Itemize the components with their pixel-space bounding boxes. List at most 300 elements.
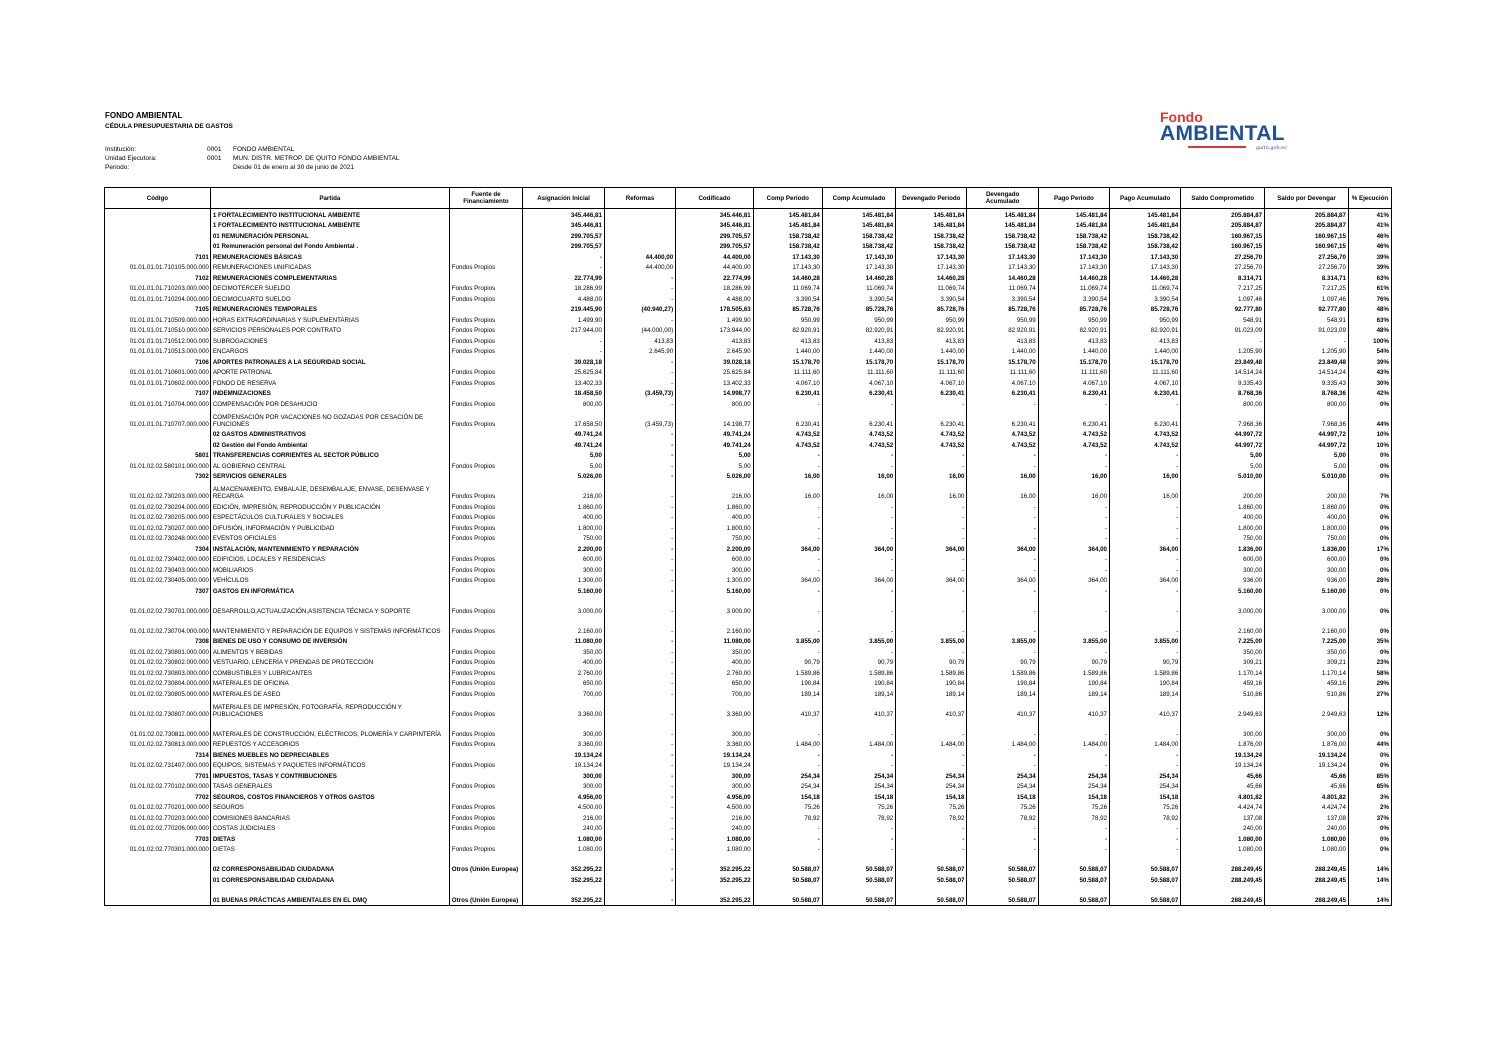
- cell-amount: 205.884,87: [1265, 220, 1349, 231]
- cell-amount: 14.998,77: [676, 388, 754, 399]
- cell-amount: 158.738,42: [967, 241, 1038, 252]
- cell-amount: 299.705,57: [676, 241, 754, 252]
- cell-amount: 158.738,42: [967, 230, 1038, 241]
- cell-amount: 2.760,00: [523, 667, 605, 678]
- cell-amount: 288.249,45: [1265, 854, 1349, 874]
- cell-percent: 0%: [1348, 585, 1391, 596]
- cell-amount: -: [822, 760, 895, 771]
- cell-amount: 950,99: [967, 314, 1038, 325]
- cell-partida: MATERIALES DE OFICINA: [210, 678, 449, 689]
- cell-amount: -: [896, 398, 967, 409]
- cell-fuente: [449, 209, 522, 220]
- cell-amount: 85.728,76: [896, 304, 967, 315]
- cell-amount: 3.390,54: [896, 293, 967, 304]
- cell-amount: -: [604, 471, 675, 482]
- cell-amount: -: [1038, 585, 1109, 596]
- cell-partida: COSTAS JUDICIALES: [210, 823, 449, 834]
- cell-partida: HORAS EXTRAORDINARIAS Y SUPLEMENTARIAS: [210, 314, 449, 325]
- cell-amount: 217.944,00: [523, 325, 605, 336]
- cell-amount: 350,00: [1265, 646, 1349, 657]
- cell-amount: -: [1110, 398, 1181, 409]
- cell-fuente: Fondos Propios: [449, 501, 522, 512]
- cell-amount: 189,14: [822, 688, 895, 699]
- cell-amount: -: [822, 823, 895, 834]
- cell-partida: INSTALACIÓN, MANTENIMIENTO Y REPARACIÓN: [210, 543, 449, 554]
- cell-amount: 189,14: [967, 688, 1038, 699]
- cell-amount: -: [604, 293, 675, 304]
- cell-amount: 145.481,84: [822, 209, 895, 220]
- cell-amount: -: [822, 398, 895, 409]
- cell-partida: DIETAS: [210, 833, 449, 844]
- cell-amount: 11.080,00: [676, 636, 754, 647]
- cell-amount: 3.360,00: [523, 739, 605, 750]
- cell-amount: 11.069,74: [1110, 283, 1181, 294]
- cell-amount: 1.800,00: [676, 522, 754, 533]
- cell-amount: 16,00: [967, 481, 1038, 501]
- cell-amount: 300,00: [1265, 719, 1349, 739]
- cell-percent: 37%: [1348, 812, 1391, 823]
- cell-amount: 364,00: [1038, 575, 1109, 586]
- cell-percent: 23%: [1348, 657, 1391, 668]
- cell-amount: 137,08: [1265, 812, 1349, 823]
- cell-amount: 78,92: [1038, 812, 1109, 823]
- table-row: [105, 833, 1392, 844]
- cell-fuente: [449, 220, 522, 231]
- cell-amount: 145.481,84: [1038, 209, 1109, 220]
- cell-partida: EDIFICIOS, LOCALES Y RESIDENCIAS: [210, 554, 449, 565]
- cell-amount: 45,66: [1265, 770, 1349, 781]
- cell-amount: 2.760,00: [676, 667, 754, 678]
- cell-amount: 364,00: [753, 543, 822, 554]
- cell-amount: 17.143,30: [896, 262, 967, 273]
- cell-fuente: [449, 874, 522, 885]
- cell-amount: 750,00: [1181, 533, 1265, 544]
- column-header: Reformas: [604, 188, 675, 209]
- cell-amount: 14.460,28: [967, 272, 1038, 283]
- cell-amount: 1.800,00: [523, 522, 605, 533]
- cell-amount: 600,00: [1265, 554, 1349, 565]
- cell-fuente: Fondos Propios: [449, 460, 522, 471]
- cell-amount: 15.178,70: [896, 356, 967, 367]
- cell-percent: 39%: [1348, 356, 1391, 367]
- cell-amount: -: [753, 450, 822, 461]
- cell-amount: 13.402,33: [676, 377, 754, 388]
- cell-amount: -: [523, 335, 605, 346]
- cell-amount: -: [604, 575, 675, 586]
- cell-amount: 25.625,84: [676, 367, 754, 378]
- cell-amount: -: [1110, 512, 1181, 523]
- cell-code: 01.01.01.01.710204.000.000: [105, 293, 211, 304]
- table-row: [105, 398, 1392, 409]
- cell-code: 7304: [105, 543, 211, 554]
- cell-code: 01.01.02.02.730403.000.000: [105, 564, 211, 575]
- budget-table: [104, 187, 1392, 906]
- cell-amount: 1.589,86: [822, 667, 895, 678]
- cell-amount: 16,00: [1110, 481, 1181, 501]
- cell-amount: 85.728,76: [1110, 304, 1181, 315]
- cell-amount: 82.920,91: [896, 325, 967, 336]
- cell-amount: 1.440,00: [822, 346, 895, 357]
- cell-partida: TRANSFERENCIAS CORRIENTES AL SECTOR PÚBLICO: [210, 450, 449, 461]
- cell-fuente: [449, 230, 522, 241]
- cell-amount: 189,14: [753, 688, 822, 699]
- cell-amount: -: [604, 636, 675, 647]
- cell-amount: 15.178,70: [1110, 356, 1181, 367]
- cell-amount: -: [1038, 564, 1109, 575]
- cell-amount: 75,26: [753, 802, 822, 813]
- cell-amount: -: [1110, 823, 1181, 834]
- cell-percent: 0%: [1348, 460, 1391, 471]
- cell-partida: ENCARGOS: [210, 346, 449, 357]
- cell-amount: 17.658,50: [523, 409, 605, 429]
- column-header: Asignación Inicial: [523, 188, 605, 209]
- cell-amount: 300,00: [676, 781, 754, 792]
- cell-amount: -: [1110, 585, 1181, 596]
- metadata-value: FONDO AMBIENTAL: [233, 146, 295, 153]
- cell-amount: 254,34: [967, 770, 1038, 781]
- cell-amount: 189,14: [1110, 688, 1181, 699]
- cell-amount: 11.080,00: [523, 636, 605, 647]
- cell-partida: ALIMENTOS Y BEBIDAS: [210, 646, 449, 657]
- cell-amount: 1.080,00: [1265, 844, 1349, 855]
- cell-amount: 254,34: [1110, 781, 1181, 792]
- cell-code: 01.01.02.02.770102.000.000: [105, 781, 211, 792]
- table-row: [105, 667, 1392, 678]
- cell-code: [105, 209, 211, 220]
- cell-amount: -: [1110, 844, 1181, 855]
- cell-amount: 300,00: [676, 564, 754, 575]
- cell-code: 01.01.01.01.710203.000.000: [105, 283, 211, 294]
- cell-amount: -: [1110, 533, 1181, 544]
- cell-amount: 4.801,82: [1181, 791, 1265, 802]
- cell-code: 01.01.02.02.770203.000.000: [105, 812, 211, 823]
- cell-amount: -: [896, 760, 967, 771]
- cell-percent: 17%: [1348, 543, 1391, 554]
- cell-code: 01.01.02.02.730813.000.000: [105, 739, 211, 750]
- cell-percent: 0%: [1348, 823, 1391, 834]
- cell-code: 01.01.01.01.710601.000.000: [105, 367, 211, 378]
- column-header: % Ejecución: [1348, 188, 1391, 209]
- cell-amount: 3.390,54: [967, 293, 1038, 304]
- metadata-value: Desde 01 de enero al 30 de junio de 2021: [233, 164, 355, 171]
- report-metadata: [105, 145, 400, 172]
- cell-fuente: Fondos Propios: [449, 481, 522, 501]
- cell-amount: 1.097,46: [1265, 293, 1349, 304]
- cell-amount: 3.000,00: [676, 596, 754, 616]
- logo-line-1: Fondo: [1160, 109, 1203, 125]
- cell-amount: -: [822, 460, 895, 471]
- cell-amount: 288.249,45: [1265, 874, 1349, 885]
- cell-amount: 413,83: [1110, 335, 1181, 346]
- cell-amount: -: [1038, 833, 1109, 844]
- cell-percent: 48%: [1348, 325, 1391, 336]
- cell-amount: 7.217,25: [1265, 283, 1349, 294]
- table-header-row: [105, 188, 1392, 209]
- cell-amount: 11.111,60: [822, 367, 895, 378]
- cell-partida: 02 Gestión del Fondo Ambiental: [210, 439, 449, 450]
- cell-amount: -: [1110, 596, 1181, 616]
- cell-amount: 92.777,80: [1181, 304, 1265, 315]
- cell-amount: 1.440,00: [753, 346, 822, 357]
- cell-amount: 1.499,90: [676, 314, 754, 325]
- cell-amount: 19.134,24: [523, 749, 605, 760]
- cell-amount: 364,00: [1110, 543, 1181, 554]
- cell-amount: 350,00: [676, 646, 754, 657]
- cell-amount: 78,92: [753, 812, 822, 823]
- cell-amount: 254,34: [1038, 781, 1109, 792]
- cell-amount: 90,79: [1038, 657, 1109, 668]
- cell-amount: 352.295,22: [523, 874, 605, 885]
- cell-amount: -: [967, 522, 1038, 533]
- cell-amount: -: [604, 699, 675, 719]
- cell-amount: 11.069,74: [967, 283, 1038, 294]
- cell-fuente: Fondos Propios: [449, 739, 522, 750]
- metadata-value: MUN. DISTR. METROP. DE QUITO FONDO AMBIENTAL: [233, 155, 400, 162]
- cell-amount: 300,00: [523, 719, 605, 739]
- table-row: [105, 377, 1392, 388]
- cell-fuente: Fondos Propios: [449, 367, 522, 378]
- cell-amount: 5,00: [1181, 460, 1265, 471]
- table-row: [105, 304, 1392, 315]
- cell-fuente: Fondos Propios: [449, 335, 522, 346]
- cell-amount: -: [1181, 335, 1265, 346]
- cell-amount: 17.143,30: [896, 251, 967, 262]
- cell-amount: -: [1110, 749, 1181, 760]
- cell-amount: -: [1110, 564, 1181, 575]
- cell-fuente: Fondos Propios: [449, 699, 522, 719]
- cell-amount: 6.230,41: [753, 409, 822, 429]
- cell-code: 01.01.01.01.710602.000.000: [105, 377, 211, 388]
- cell-amount: (3.459,73): [604, 388, 675, 399]
- cell-fuente: Fondos Propios: [449, 564, 522, 575]
- cell-amount: 3.390,54: [1038, 293, 1109, 304]
- cell-amount: -: [604, 667, 675, 678]
- cell-amount: -: [1110, 554, 1181, 565]
- column-header: Fuente de Financiamiento: [449, 188, 522, 209]
- cell-amount: 4.067,10: [1038, 377, 1109, 388]
- cell-code: 01.01.02.02.730801.000.000: [105, 646, 211, 657]
- cell-partida: COMBUSTIBLES Y LUBRICANTES: [210, 667, 449, 678]
- cell-amount: 6.230,41: [822, 409, 895, 429]
- table-row: [105, 823, 1392, 834]
- cell-amount: -: [967, 719, 1038, 739]
- cell-amount: -: [896, 833, 967, 844]
- cell-amount: -: [1038, 844, 1109, 855]
- cell-amount: 18.458,50: [523, 388, 605, 399]
- cell-percent: 0%: [1348, 501, 1391, 512]
- cell-amount: 345.446,81: [676, 209, 754, 220]
- cell-percent: 0%: [1348, 398, 1391, 409]
- cell-amount: 11.111,60: [896, 367, 967, 378]
- cell-amount: -: [523, 262, 605, 273]
- cell-amount: 145.481,84: [1110, 220, 1181, 231]
- cell-partida: 1 FORTALECIMIENTO INSTITUCIONAL AMBIENTE: [210, 220, 449, 231]
- cell-amount: 8.314,71: [1181, 272, 1265, 283]
- fondo-ambiental-logo: [1160, 110, 1295, 152]
- cell-amount: 5.160,00: [1181, 585, 1265, 596]
- cell-amount: 5,00: [676, 450, 754, 461]
- cell-amount: -: [604, 439, 675, 450]
- cell-amount: 78,92: [822, 812, 895, 823]
- cell-amount: -: [753, 616, 822, 636]
- cell-amount: -: [967, 512, 1038, 523]
- cell-amount: 75,26: [822, 802, 895, 813]
- cell-amount: 90,79: [896, 657, 967, 668]
- cell-amount: 3.855,00: [1110, 636, 1181, 647]
- cell-amount: 154,18: [967, 791, 1038, 802]
- cell-amount: (3.459,73): [604, 409, 675, 429]
- cell-amount: 413,83: [822, 335, 895, 346]
- cell-amount: -: [896, 501, 967, 512]
- cell-amount: 240,00: [676, 823, 754, 834]
- cell-partida: DIFUSIÓN, INFORMACIÓN Y PUBLICIDAD: [210, 522, 449, 533]
- cell-amount: 137,08: [1181, 812, 1265, 823]
- cell-amount: 510,86: [1265, 688, 1349, 699]
- cell-amount: 413,83: [967, 335, 1038, 346]
- cell-amount: 19.134,24: [1181, 749, 1265, 760]
- cell-amount: 800,00: [1181, 398, 1265, 409]
- cell-amount: 4.743,52: [967, 429, 1038, 440]
- cell-amount: 158.738,42: [822, 241, 895, 252]
- cell-amount: 300,00: [1181, 564, 1265, 575]
- cell-amount: 75,26: [896, 802, 967, 813]
- cell-amount: 3.855,00: [822, 636, 895, 647]
- table-row: [105, 739, 1392, 750]
- cell-amount: 82.920,91: [1038, 325, 1109, 336]
- cell-amount: 90,79: [1110, 657, 1181, 668]
- cell-amount: -: [967, 460, 1038, 471]
- cell-amount: 4.488,00: [676, 293, 754, 304]
- cell-amount: 345.446,81: [523, 220, 605, 231]
- cell-amount: -: [967, 533, 1038, 544]
- cell-amount: -: [1038, 522, 1109, 533]
- cell-amount: 173.944,00: [676, 325, 754, 336]
- cell-amount: 1.800,00: [1181, 522, 1265, 533]
- cell-code: [105, 874, 211, 885]
- cell-amount: -: [753, 398, 822, 409]
- cell-amount: 15.178,70: [753, 356, 822, 367]
- cell-percent: 85%: [1348, 781, 1391, 792]
- cell-fuente: [449, 636, 522, 647]
- cell-amount: 1.484,00: [896, 739, 967, 750]
- cell-amount: 8.314,71: [1265, 272, 1349, 283]
- cell-amount: 13.402,33: [523, 377, 605, 388]
- cell-amount: 750,00: [523, 533, 605, 544]
- cell-partida: MATERIALES DE ASEO: [210, 688, 449, 699]
- cell-amount: 216,00: [676, 481, 754, 501]
- cell-amount: 5.026,00: [676, 471, 754, 482]
- cell-amount: 400,00: [1181, 512, 1265, 523]
- cell-amount: 7.225,00: [1265, 636, 1349, 647]
- cell-amount: 17.143,30: [1038, 262, 1109, 273]
- cell-amount: -: [1110, 616, 1181, 636]
- cell-amount: 936,00: [1181, 575, 1265, 586]
- cell-code: 01.01.01.01.710707.000.000: [105, 409, 211, 429]
- cell-partida: BIENES MUEBLES NO DEPRECIABLES: [210, 749, 449, 760]
- cell-fuente: [449, 304, 522, 315]
- cell-amount: 5.160,00: [523, 585, 605, 596]
- cell-amount: -: [604, 554, 675, 565]
- cell-amount: 27.256,70: [1265, 262, 1349, 273]
- cell-amount: 4.424,74: [1181, 802, 1265, 813]
- cell-amount: 45,66: [1181, 770, 1265, 781]
- cell-code: [105, 241, 211, 252]
- cell-percent: 41%: [1348, 220, 1391, 231]
- cell-code: 01.01.02.02.730204.000.000: [105, 501, 211, 512]
- cell-amount: 410,37: [967, 699, 1038, 719]
- cell-amount: 23.849,48: [1181, 356, 1265, 367]
- cell-amount: -: [753, 533, 822, 544]
- cell-amount: 145.481,84: [1038, 220, 1109, 231]
- cell-amount: 288.249,45: [1265, 885, 1349, 906]
- cell-percent: 76%: [1348, 293, 1391, 304]
- cell-amount: 154,18: [896, 791, 967, 802]
- cell-partida: SUBROGACIONES: [210, 335, 449, 346]
- cell-amount: 6.230,41: [967, 409, 1038, 429]
- cell-amount: 11.069,74: [1038, 283, 1109, 294]
- cell-amount: 548,91: [1181, 314, 1265, 325]
- cell-amount: 145.481,84: [896, 220, 967, 231]
- cell-fuente: Fondos Propios: [449, 657, 522, 668]
- cell-amount: 3.390,54: [822, 293, 895, 304]
- cell-amount: -: [753, 596, 822, 616]
- cell-code: 01.01.02.02.730203.000.000: [105, 481, 211, 501]
- cell-amount: 160.967,15: [1265, 230, 1349, 241]
- cell-amount: (40.940,27): [604, 304, 675, 315]
- cell-amount: 3.390,54: [1110, 293, 1181, 304]
- cell-fuente: Fondos Propios: [449, 678, 522, 689]
- cell-amount: 11.111,60: [1038, 367, 1109, 378]
- cell-partida: MATERIALES DE IMPRESIÓN, FOTOGRAFÍA, REPRODUCCIÓN Y PUBLICACIONES: [210, 699, 449, 719]
- cell-code: 01.01.02.02.731407.000.000: [105, 760, 211, 771]
- cell-amount: 1.440,00: [967, 346, 1038, 357]
- cell-amount: -: [753, 512, 822, 523]
- cell-amount: 16,00: [822, 471, 895, 482]
- cell-amount: 548,91: [1265, 314, 1349, 325]
- cell-amount: 410,37: [1038, 699, 1109, 719]
- cell-amount: 44.997,72: [1181, 439, 1265, 450]
- cell-fuente: Fondos Propios: [449, 719, 522, 739]
- cell-partida: VEHÍCULOS: [210, 575, 449, 586]
- cell-amount: -: [604, 460, 675, 471]
- cell-fuente: Fondos Propios: [449, 346, 522, 357]
- cell-code: 01.01.02.02.770206.000.000: [105, 823, 211, 834]
- cell-percent: 43%: [1348, 367, 1391, 378]
- cell-amount: 1.860,00: [1265, 501, 1349, 512]
- cell-fuente: [449, 429, 522, 440]
- cell-amount: 1.484,00: [753, 739, 822, 750]
- cell-amount: 5.010,00: [1181, 471, 1265, 482]
- cell-amount: 23.849,48: [1265, 356, 1349, 367]
- cell-amount: -: [604, 564, 675, 575]
- cell-amount: 350,00: [523, 646, 605, 657]
- cell-amount: 2.200,00: [676, 543, 754, 554]
- cell-amount: 50.588,07: [822, 885, 895, 906]
- cell-amount: 6.230,41: [1110, 388, 1181, 399]
- cell-amount: 14.514,24: [1265, 367, 1349, 378]
- cell-amount: 1.800,00: [1265, 522, 1349, 533]
- cell-partida: 01 REMUNERACIÓN PERSONAL: [210, 230, 449, 241]
- cell-partida: SERVICIOS GENERALES: [210, 471, 449, 482]
- cell-code: [105, 439, 211, 450]
- table-row: [105, 791, 1392, 802]
- cell-partida: INDEMNIZACIONES: [210, 388, 449, 399]
- cell-amount: 44.400,00: [676, 262, 754, 273]
- cell-amount: 1.589,86: [967, 667, 1038, 678]
- cell-amount: -: [753, 719, 822, 739]
- cell-code: 01.01.02.02.730803.000.000: [105, 667, 211, 678]
- cell-code: [105, 885, 211, 906]
